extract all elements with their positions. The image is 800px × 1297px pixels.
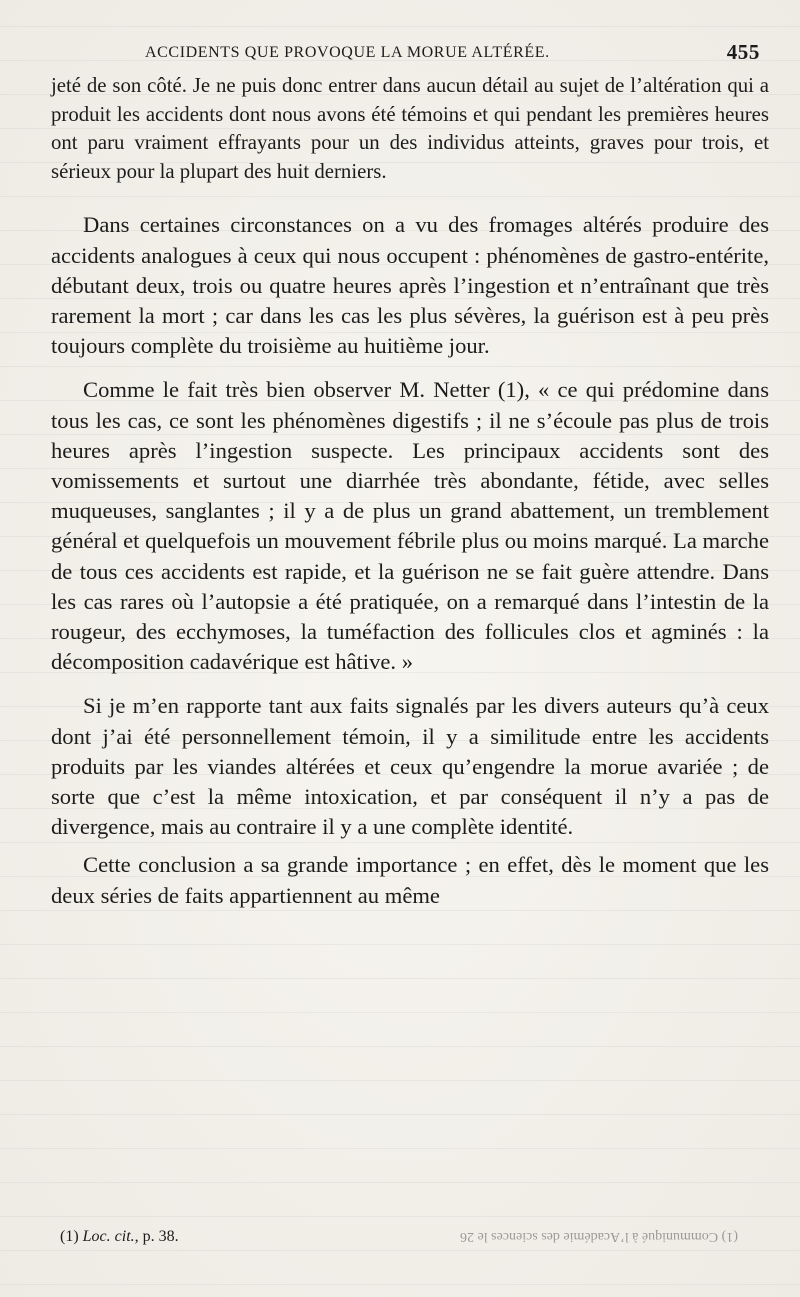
bleed-through-footnote: (1) Communiqué à l’Académie des sciences le 26 bbox=[460, 1229, 738, 1244]
footnote-citation: Loc. cit., bbox=[82, 1228, 139, 1245]
footnote-page: p. 38. bbox=[142, 1228, 179, 1245]
paragraph-continuation: jeté de son côté. Je ne puis donc entrer dans aucun détail au sujet de l’altération qui a produit les accidents dont nous avons été témoins et qui pendant les premières heures ont paru vraiment effrayants pour un des individus atteints, graves pour trois, et sérieux pour la plupart des huit derniers. bbox=[51, 74, 769, 183]
body-text bbox=[51, 72, 769, 919]
paragraph-netter-quote: Comme le fait très bien observer M. Netter (1), « ce qui prédomine dans tous les cas, ce sont les phénomènes digestifs ; il ne s’écoule pas plus de trois heures après l’ingestion suspecte. Les principaux accidents sont des vomissements et surtout une diarrhée très abondante, fétide, avec selles muqueuses, sanglantes ; il y a de plus un grand abattement, un tremblement général et quelquefois un mouvement fébrile plus ou moins marqué. La marche de tous ces accidents est rapide, et la guérison ne se fait guère attendre. Dans les cas rares où l’autopsie a été pratiquée, on a remarqué dans l’intestin de la rougeur, des ecchymoses, la tuméfaction des follicules clos et agminés : la décomposition cadavérique est hâtive. » bbox=[51, 377, 769, 675]
paragraph-fromages: Dans certaines circonstances on a vu des fromages altérés produire des accidents analogues à ceux qui nous occupent : phénomènes de gastro-entérite, débutant deux, trois ou quatre heures après l’ingestion et n’entraînant que très rarement la mort ; car dans les cas les plus sévères, la guérison est à peu près toujours complète du troisième au huitième jour. bbox=[51, 212, 769, 359]
paragraph-similitude: Si je m’en rapporte tant aux faits signalés par les divers auteurs qu’à ceux dont j’ai été personnellement témoin, il y a similitude entre les accidents produits par les viandes altérées et ceux qu’engendre la morue avariée ; de sorte que c’est la même intoxication, et par conséquent il n’y a pas de divergence, mais au contraire il y a une complète identité. bbox=[51, 693, 769, 840]
page-header bbox=[145, 40, 760, 70]
footnote-number: (1) bbox=[60, 1228, 79, 1245]
paragraph-conclusion: Cette conclusion a sa grande importance ; en effet, dès le moment que les deux séries de faits appartiennent au même bbox=[51, 852, 769, 908]
page-number: 455 bbox=[726, 40, 760, 64]
running-title: ACCIDENTS QUE PROVOQUE LA MORUE ALTÉRÉE. bbox=[145, 44, 550, 61]
